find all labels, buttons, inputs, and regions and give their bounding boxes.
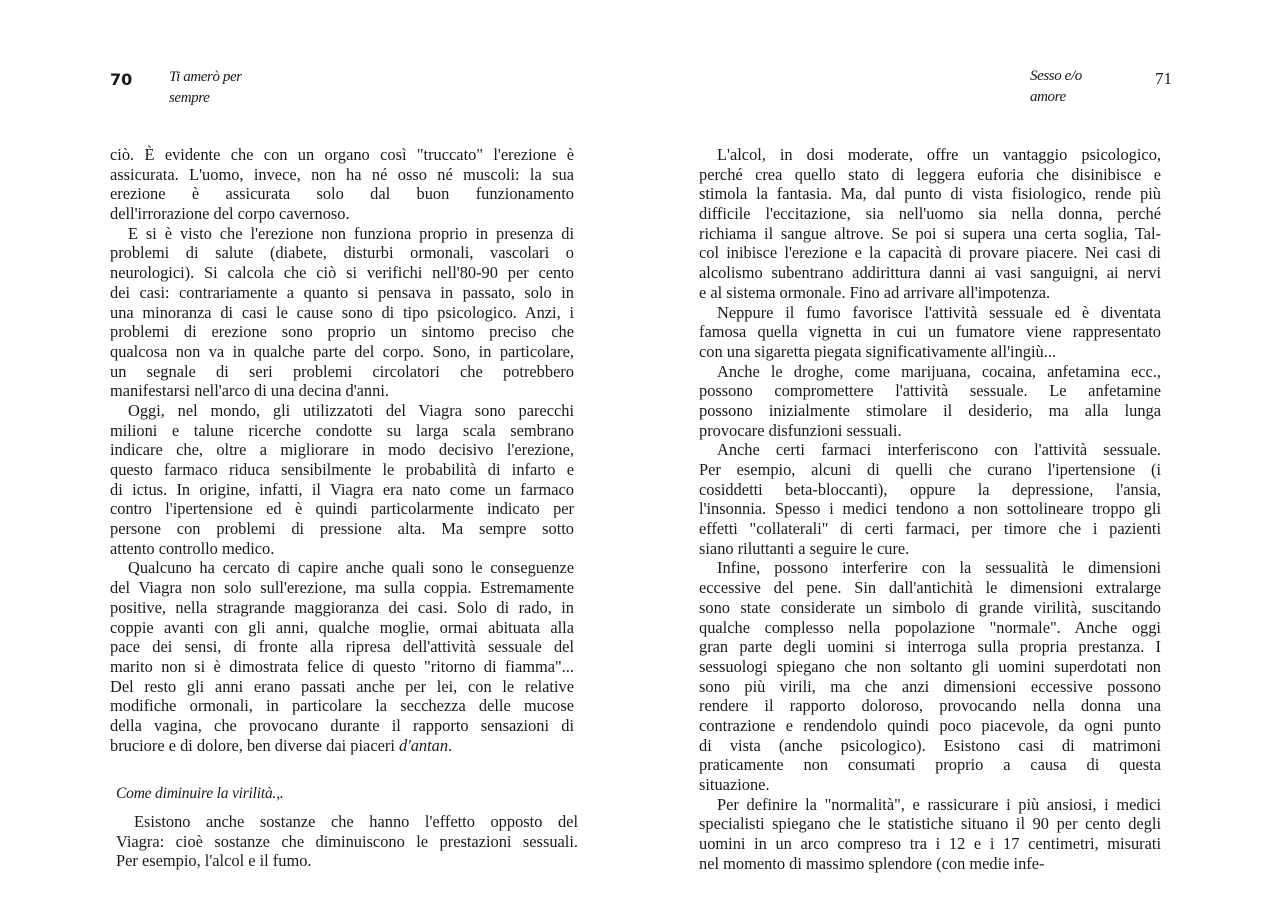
text-line: una minoranza di casi le cause sono di tipo psicologico. Anzi, i <box>110 302 574 322</box>
text-line: sono più virili, ma che anzi dimensioni eccessive possono <box>699 676 1161 696</box>
text-line: col inibisce l'erezione e la capacità di provare piacere. Nei casi di <box>699 243 1161 263</box>
text-line: cosiddetti beta-bloccanti), oppure la depressione, l'ansia, <box>699 479 1161 499</box>
body-text <box>110 145 574 755</box>
text-segment: bruciore e di dolore, ben diverse dai piaceri <box>110 735 399 755</box>
text-line: attento controllo medico. <box>110 538 275 558</box>
text-line: Oggi, nel mondo, gli utilizzatoti del Viagra sono parecchi <box>128 400 574 420</box>
text-line: Viagra: cioè sostanze che diminuiscono le prestazioni sessuali. <box>116 831 578 851</box>
text-line: e al sistema ormonale. Fino ad arrivare all'impotenza. <box>699 282 1051 302</box>
text-line: manifestarsi nell'arco di una decina d'anni. <box>110 381 389 401</box>
text-line: Neppure il fumo favorisce l'attività sessuale ed è diventata <box>717 302 1161 322</box>
text-line: rendere il rapporto doloroso, provocando nella donna una <box>699 696 1161 716</box>
text-line: milioni e talune ricerche condotte su larga scala sembrano <box>110 420 574 440</box>
running-head-line: Sesso e/o <box>1030 68 1082 84</box>
text-line: perché crea quello stato di leggera euforia che disinibisce e <box>699 164 1161 184</box>
paragraph <box>699 145 1161 303</box>
text-line: difficile l'eccitazione, sia nell'uomo sia nella donna, perché <box>699 204 1161 224</box>
text-line: famosa quella vignetta in cui un fumatore viene rappresentato <box>699 322 1161 342</box>
text-line: specialisti spiegano che le statistiche situano il 90 per cento degli <box>699 814 1161 834</box>
text-line: Infine, possono interferire con la sessualità le dimensioni <box>717 558 1161 578</box>
text-line: l'insonnia. Spesso i medici tendono a non sottolineare troppo gli <box>699 499 1161 519</box>
text-line: Per esempio, l'alcol e il fumo. <box>116 851 312 871</box>
text-line: di vista (anche psicologico). Esistono casi di matrimoni <box>699 735 1161 755</box>
text-line: di ictus. In origine, infatti, il Viagra era nato come un farmaco <box>110 479 574 499</box>
text-line: Esistono anche sostanze che hanno l'effetto opposto del <box>134 812 578 831</box>
text-line: contrazione e rendendolo quindi poco piacevole, da ogni punto <box>699 715 1161 735</box>
text-line: assicurata. L'uomo, invece, non ha né osso né muscoli: la sua <box>110 164 574 184</box>
text-line: problemi di salute (diabete, disturbi ormonali, vascolari o <box>110 243 574 263</box>
text-line: gran parte degli uomini si interroga sulla propria prestanza. I <box>699 637 1161 657</box>
paragraph <box>110 401 574 559</box>
text-line: provocare disfunzioni sessuali. <box>699 420 902 440</box>
text-line: siano riluttanti a seguire le cure. <box>699 538 910 558</box>
text-line: Anche certi farmaci interferiscono con l'attività sessuale. <box>717 440 1161 460</box>
text-line: erezione è assicurata solo dal buon funzionamento <box>110 184 574 204</box>
running-head-line: amore <box>1030 89 1066 105</box>
text-line <box>110 736 574 756</box>
text-line: modifiche ormonali, in particolare la secchezza delle mucose <box>110 696 574 716</box>
text-line: L'alcol, in dosi moderate, offre un vantaggio psicologico, <box>717 145 1161 164</box>
text-line: stimola la fantasia. Ma, dal punto di vista fisiologico, rende più <box>699 184 1161 204</box>
paragraph <box>699 795 1161 874</box>
text-line: E si è visto che l'erezione non funziona proprio in presenza di <box>128 223 574 243</box>
paragraph <box>699 558 1161 794</box>
text-line: dei casi: contrariamente a quanto si pensava in passato, solo in <box>110 282 574 302</box>
text-line: della vagina, che provocano durante il rapporto sensazioni di <box>110 715 574 735</box>
running-head-line: sempre <box>169 90 210 106</box>
text-line: positive, nella stragrande maggioranza dei casi. Solo di rado, in <box>110 597 574 617</box>
text-line: indicare che, oltre a migliorare in modo decisivo l'erezione, <box>110 440 574 460</box>
text-line: Per definire la "normalità", e rassicurare i più ansiosi, i medici <box>717 794 1161 814</box>
paragraph <box>116 812 578 871</box>
text-line: neurologici). Si calcola che ciò si verifichi nell'80-90 per cento <box>110 263 574 283</box>
text-line: eccessive del pene. Sin dall'antichità le dimensioni extralarge <box>699 578 1161 598</box>
text-line: Anche le droghe, come marijuana, cocaina, anfetamina ecc., <box>717 361 1161 381</box>
section-heading: Come diminuire la virilità.,. <box>116 785 284 802</box>
text-line: Qualcuno ha cercato di capire anche quali sono le conseguenze <box>128 558 574 578</box>
text-line: possono inizialmente stimolare il desiderio, ma alla lunga <box>699 400 1161 420</box>
text-line: uomini in un arco compreso tra i 12 e i 17 centimetri, misurati <box>699 834 1161 854</box>
text-line: nel momento di massimo splendore (con medie infe- <box>699 853 1045 873</box>
text-line: persone con problemi di pressione alta. Ma sempre sotto <box>110 519 574 539</box>
paragraph <box>110 558 574 755</box>
paragraph <box>699 362 1161 441</box>
text-line: un segnale di seri problemi circolatori che potrebbero <box>110 361 574 381</box>
text-line: qualcosa non va in qualche parte del corpo. Sono, in particolare, <box>110 341 574 361</box>
text-line: pace dei sensi, di fronte alla ripresa dell'attività sessuale del <box>110 637 574 657</box>
page-number: 70 <box>110 70 133 89</box>
text-line: richiama il sangue altrove. Se poi si supera una certa soglia, Tal- <box>699 223 1161 243</box>
text-line: qualche complesso nella popolazione "normale". Anche oggi <box>699 617 1161 637</box>
page-number: 71 <box>1155 69 1172 88</box>
running-head <box>169 67 242 109</box>
text-line: coppie avanti con gli anni, qualche moglie, ormai abituata alla <box>110 617 574 637</box>
section-body-text <box>116 812 578 871</box>
text-line: del Viagra non solo sull'erezione, ma sulla coppia. Estremamente <box>110 578 574 598</box>
paragraph <box>110 145 574 224</box>
text-line: con una sigaretta piegata significativamente all'ingiù... <box>699 341 1057 361</box>
text-line: ciò. È evidente che con un organo così "truccato" l'erezione è <box>110 145 574 164</box>
text-line: sessuologi spiegano che non soltanto gli uomini superdotati non <box>699 656 1161 676</box>
body-text <box>699 145 1161 873</box>
text-line: problemi di erezione sono proprio un sintomo preciso che <box>110 322 574 342</box>
text-line: possono compromettere l'attività sessuale. Le anfetamine <box>699 381 1161 401</box>
text-line: contro l'ipertensione ed è quindi particolarmente indicato per <box>110 499 574 519</box>
paragraph <box>110 224 574 401</box>
text-line: sono state considerate un simbolo di grande virilità, suscitando <box>699 597 1161 617</box>
paragraph <box>699 303 1161 362</box>
italic-phrase: d'antan <box>399 735 449 755</box>
running-head <box>1030 66 1082 108</box>
text-line: questo farmaco riduca sensibilmente le probabilità di infarto e <box>110 460 574 479</box>
running-head-line: Ti amerò per <box>169 69 242 85</box>
text-line: Per esempio, alcuni di quelli che curano l'ipertensione (i <box>699 460 1161 479</box>
text-segment: . <box>448 735 453 755</box>
text-line: marito non si è dimostrata felice di questo "ritorno di fiamma"... <box>110 656 574 676</box>
paragraph <box>699 440 1161 558</box>
text-line: dell'irrorazione del corpo cavernoso. <box>110 204 350 224</box>
text-line: Del resto gli anni erano passati anche per lei, con le relative <box>110 676 574 696</box>
text-line: praticamente non consumati proprio a causa di questa <box>699 755 1161 775</box>
text-line: alcolismo subentrano addirittura danni ai vasi sanguigni, ai nervi <box>699 263 1161 283</box>
text-line: situazione. <box>699 775 770 794</box>
text-line: effetti "collaterali" di certi farmaci, per timore che i pazienti <box>699 519 1161 539</box>
